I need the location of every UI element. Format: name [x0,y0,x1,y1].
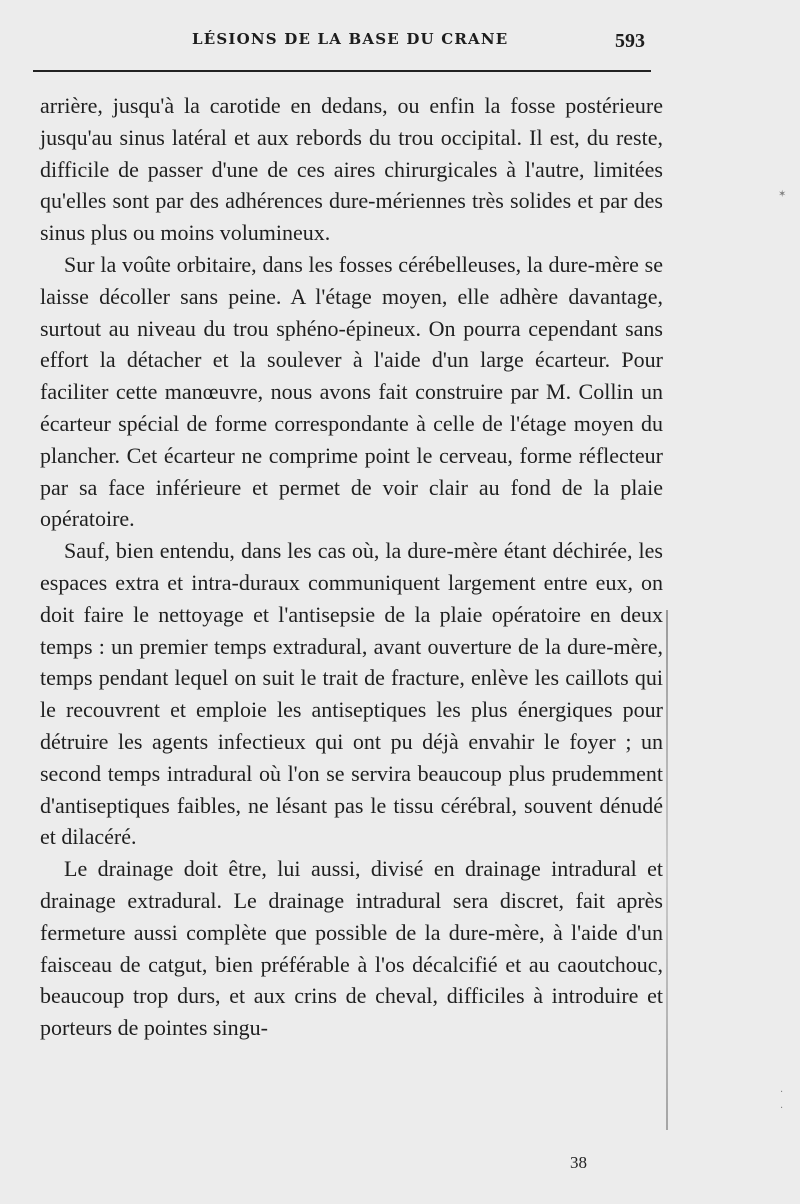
body-text [40,90,663,1044]
paragraph-1: arrière, jusqu'à la carotide en dedans, ou enfin la fosse postérieure jusqu'au sinus latéral et aux rebords du trou occipital. Il est, du reste, difficile de passer d'une de ces aires chirurgicales à l'autre, limitées qu'elles sont par des adhérences dure-mériennes très solides et par des sinus plus ou moins volumineux. [40,93,663,246]
running-head [0,26,800,60]
paper-speck: ✶ [778,189,787,200]
page-number: 593 [615,30,645,52]
paper-speck: · [780,1103,784,1114]
paper-speck: · [780,1087,784,1098]
paragraph-2: Sur la voûte orbitaire, dans les fosses cérébelleuses, la dure-mère se laisse décoller sans peine. A l'étage moyen, elle adhère davantage, surtout au niveau du trou sphéno-épineux. On pourra cependant sans effort la détacher et la soulever à l'aide d'un large écarteur. Pour faciliter cette manœuvre, nous avons fait construire par M. Collin un écarteur spécial de forme correspondante à celle de l'étage moyen du plancher. Cet écarteur ne comprime point le cerveau, forme réflecteur par sa face inférieure et permet de voir clair au fond de la plaie opératoire. [40,251,663,532]
header-rule [33,70,651,72]
signature-mark: 38 [570,1153,587,1172]
paragraph-4: Le drainage doit être, lui aussi, divisé en drainage intradural et drainage extradural. Le drainage intradural sera discret, fait après fermeture aussi complète que possible de la dure-mère, à l'aide d'un faisceau de catgut, bien préférable à l'os décalcifié et au caoutchouc, beaucoup trop durs, et aux crins de cheval, difficiles à introduire et porteurs de pointes singu- [40,856,663,1041]
paragraph-3: Sauf, bien entendu, dans les cas où, la dure-mère étant déchirée, les espaces extra et intra-duraux communiquent largement entre eux, on doit faire le nettoyage et l'antisepsie de la plaie opératoire en deux temps : un premier temps extradural, avant ouverture de la dure-mère, temps pendant lequel on suit le trait de fracture, enlève les caillots qui le recouvrent et emploie les antiseptiques les plus énergiques pour détruire les agents infectieux qui ont pu déjà envahir le foyer ; un second temps intradural où l'on se servira beaucoup plus prudemment d'antiseptiques faibles, ne lésant pas le tissu cérébral, souvent dénudé et dilacéré. [40,538,663,850]
page-edge-mark [666,610,668,1130]
running-title: LÉSIONS DE LA BASE DU CRANE [192,30,509,48]
